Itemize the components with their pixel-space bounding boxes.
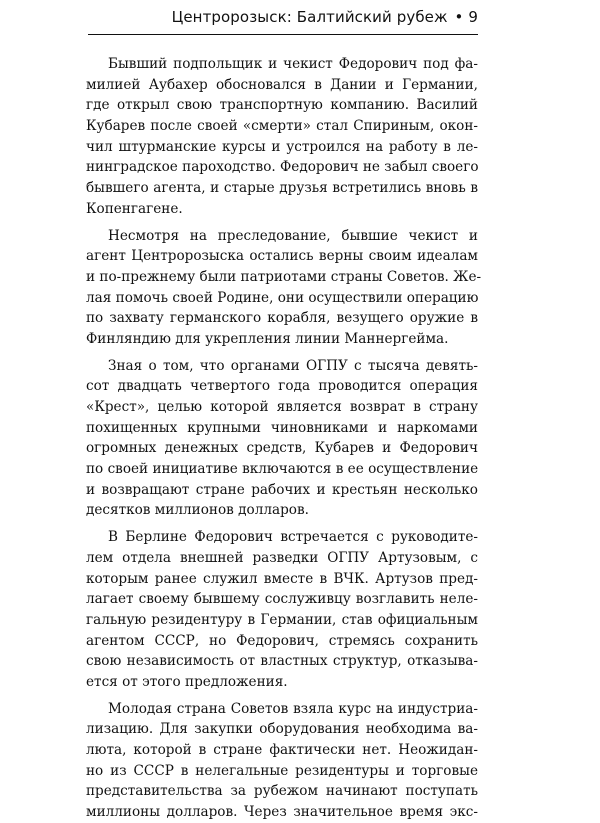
text-line: по своей инициативе включаются в ее осуществление	[86, 461, 479, 478]
paragraph	[86, 356, 478, 522]
text-line: агентом СССР, но Федорович, стремясь сохранить	[86, 632, 478, 649]
text-line: Молодая страна Советов взяла курс на индустриа-	[108, 700, 478, 717]
text-line: которым ранее служил вместе в ВЧК. Артузов пред-	[86, 570, 478, 587]
page-body	[86, 54, 482, 823]
running-header	[88, 6, 478, 28]
text-line: бывшего агента, и старые друзья встретились вновь в	[86, 180, 478, 197]
header-bullet: •	[454, 8, 464, 26]
text-line: и по-прежнему были патриотами страны Советов. Же-	[86, 268, 482, 285]
paragraph	[86, 226, 482, 350]
text-line: лем отдела внешней разведки ОГПУ Артузовым, с	[86, 549, 478, 566]
text-line: где открыл свою транспортную компанию. Василий	[86, 97, 478, 114]
text-line: нинградское пароходство. Федорович не забыл своего	[86, 159, 479, 176]
text-line: агент Центророзыска остались верны своим идеалам	[86, 248, 478, 265]
text-line: по захвату германского корабля, везущего оружие в	[86, 310, 478, 327]
text-line: лая помочь своей Родине, они осуществили операцию	[86, 289, 479, 306]
text-line: похищенных крупными чиновниками и наркомами	[86, 419, 478, 436]
text-line: гальную резидентуру в Германии, став официальным	[86, 611, 478, 628]
text-line: милией Аубахер обосновался в Дании и Германии,	[86, 76, 478, 93]
text-line: люта, которой в стране фактически нет. Неожидан-	[86, 742, 478, 758]
running-title: Центророзыск: Балтийский рубеж	[171, 8, 448, 26]
text-line: ется от этого предложения.	[86, 673, 288, 690]
paragraph	[86, 699, 478, 823]
text-line: Бывший подпольщик и чекист Федорович под фа-	[108, 56, 478, 72]
text-line: Финляндию для укрепления линии Маннергейма.	[86, 330, 449, 347]
paragraph	[86, 527, 478, 693]
text-line: Кубарев после своей «смерти» стал Спириным, окон-	[86, 118, 478, 135]
text-line: представительства за рубежом начинают поступать	[86, 783, 478, 800]
text-line: десятков миллионов долларов.	[86, 502, 309, 519]
text-line: Несмотря на преследование, бывшие чекист и	[108, 227, 478, 244]
header-rule	[88, 34, 478, 35]
text-line: чил штурманские курсы и устроился на работу в ле-	[86, 138, 478, 155]
text-line: свою независимость от властных структур, отказыва-	[86, 653, 478, 670]
text-line: лизацию. Для закупки оборудования необходима ва-	[86, 721, 478, 738]
paragraph	[86, 54, 478, 220]
text-line: В Берлине Федорович встречается с руководите-	[108, 529, 478, 546]
text-line: миллионы долларов. Через значительное время экс-	[86, 804, 478, 821]
text-line: лагает своему бывшему сослуживцу возглавить неле-	[86, 591, 478, 608]
text-line: и возвращают стране рабочих и крестьян несколько	[86, 481, 478, 498]
text-line: огромных денежных средств, Кубарев и Федорович	[86, 440, 478, 457]
text-line: «Крест», целью которой является возврат в страну	[86, 399, 478, 415]
text-line: Зная о том, что органами ОГПУ с тысяча девять-	[108, 357, 478, 374]
text-line: но из СССР в нелегальные резидентуры и торговые	[86, 762, 478, 779]
text-line: Копенгагене.	[86, 200, 183, 217]
page-number: 9	[468, 8, 478, 26]
text-line: сот двадцать четвертого года проводится операция	[86, 378, 478, 395]
